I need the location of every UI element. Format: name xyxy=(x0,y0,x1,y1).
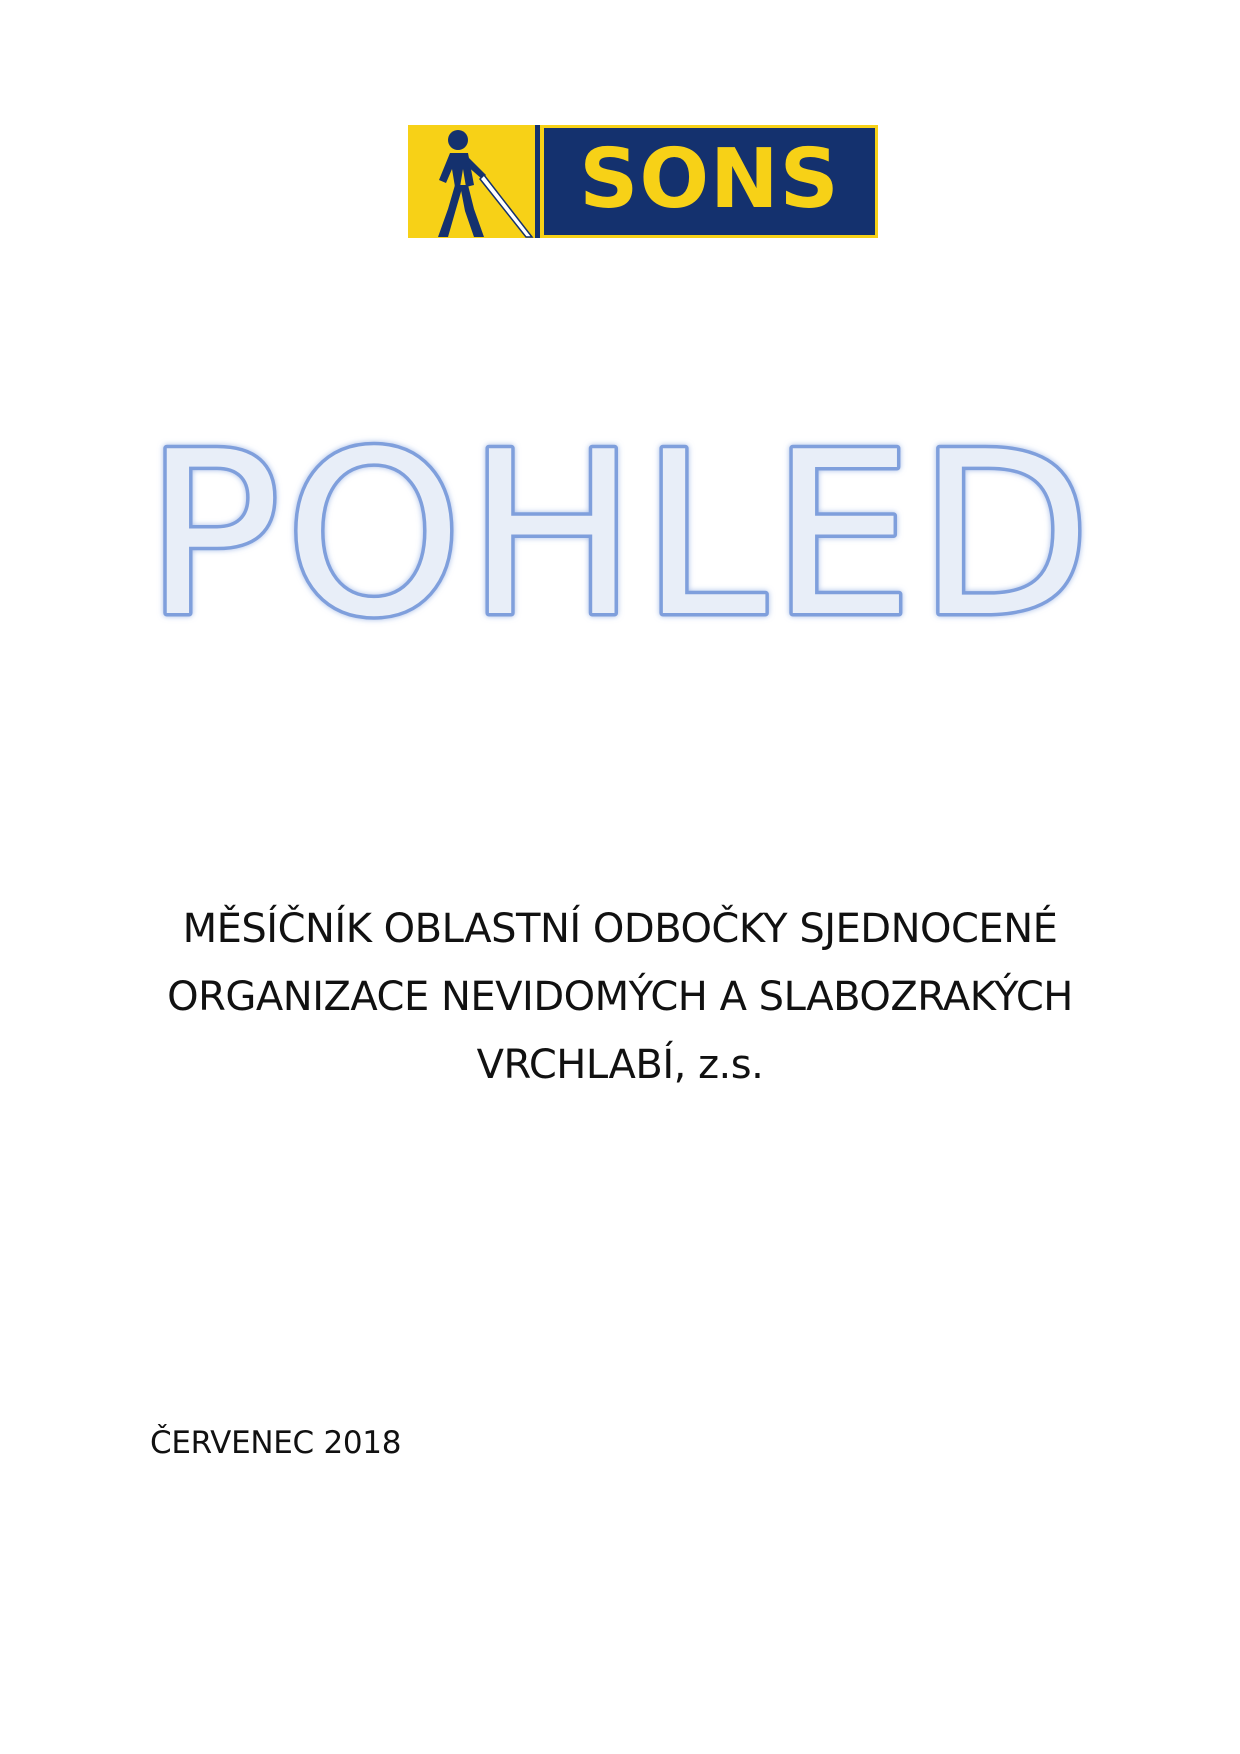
logo-icon-panel xyxy=(408,125,535,238)
logo-text-panel xyxy=(540,125,878,238)
subtitle-line-2: ORGANIZACE NEVIDOMÝCH A SLABOZRAKÝCH xyxy=(167,974,1073,1020)
blind-person-with-cane-icon xyxy=(408,125,535,238)
sons-logo xyxy=(408,125,878,238)
issue-date: ČERVENEC 2018 xyxy=(150,1425,402,1461)
newsletter-title-graphic xyxy=(0,423,1240,643)
title-text: POHLED xyxy=(144,423,1096,643)
logo-text: SONS xyxy=(579,131,840,227)
subtitle-line-3: VRCHLABÍ, z.s. xyxy=(476,1042,764,1088)
logo-divider xyxy=(535,125,540,238)
newsletter-title xyxy=(0,423,1240,643)
subtitle-line-1: MĚSÍČNÍK OBLASTNÍ ODBOČKY SJEDNOCENÉ xyxy=(182,906,1058,952)
organization-subtitle xyxy=(100,895,1140,1099)
